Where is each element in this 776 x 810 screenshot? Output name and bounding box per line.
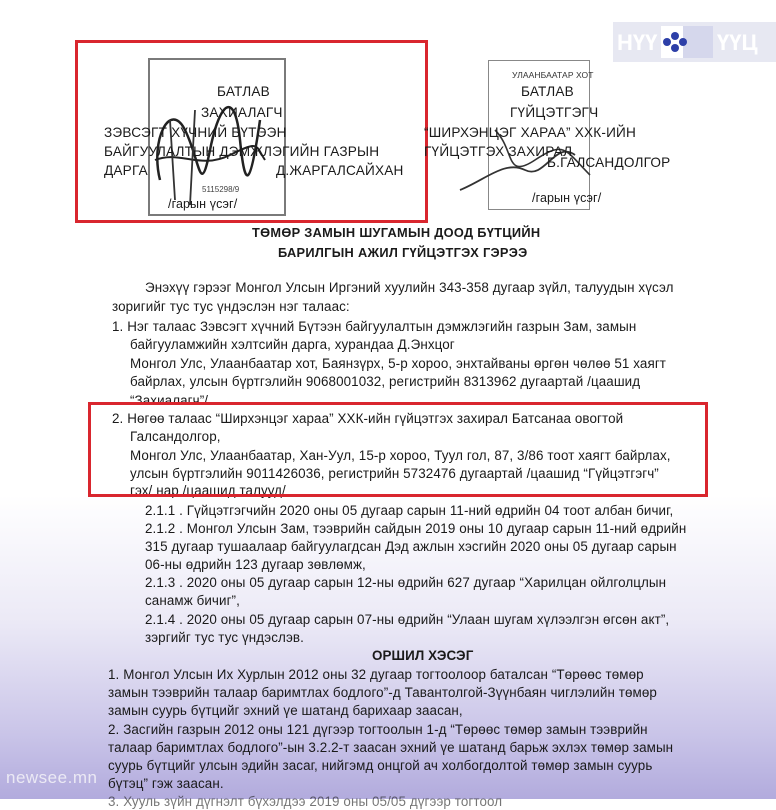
body-line: 315 дугаар тушаалаар байгуулагдсан Дэд ажлын хэсгийн 2020 оны 05 дугаар сарын: [145, 539, 677, 554]
left-line3-name: Д.ЖАРГАЛСАЙХАН: [276, 163, 404, 178]
left-line1: ЗЭВСЭГТ ХҮЧНИЙ БҮТЭЭН: [104, 125, 287, 140]
body-line: бүтэц” гэж заасан.: [108, 776, 224, 791]
logo-text-right: ҮҮЦ: [717, 30, 758, 55]
body-line: 1. Монгол Улсын Их Хурлын 2012 оны 32 дугаар тогтоолоор баталсан “Төрөөс төмөр: [108, 667, 644, 682]
left-approval-highlight: [75, 40, 428, 223]
svg-text:5115298/9: 5115298/9: [202, 185, 240, 194]
body-line: санамж бичиг”,: [145, 593, 240, 608]
right-line3-name: Б.ГАЛСАНДОЛГОР: [547, 155, 671, 170]
right-batlav: БАТЛАВ: [521, 84, 574, 99]
title-line2: БАРИЛГЫН АЖИЛ ГҮЙЦЭТГЭХ ГЭРЭЭ: [278, 245, 528, 260]
right-signature-place: /гарын үсэг/: [532, 191, 602, 205]
body-line: зоригийг тус тус үндэслэн нэг талаас:: [112, 299, 350, 314]
body-line: “Захиалагч”/: [130, 393, 209, 408]
publisher-logo: [613, 22, 776, 62]
body-line: Энэхүү гэрээг Монгол Улсын Иргэний хуулийн 343-358 дугаар зүйл, талуудын хүсэл: [145, 280, 674, 295]
right-line2: ГҮЙЦЭТГЭХ ЗАХИРАЛ: [424, 144, 573, 159]
left-batlav: БАТЛАВ: [217, 84, 270, 99]
body-line: Монгол Улс, Улаанбаатар хот, Баянзүрх, 5-р хороо, энхтайваны өргөн чөлөө 51 хаягт: [130, 356, 667, 371]
section-heading: ОРШИЛ ХЭСЭГ: [372, 648, 474, 663]
body-line: Монгол Улс, Улаанбаатар, Хан-Уул, 15-р хороо, Туул гол, 87, 3/86 тоот хаягт байрлах,: [130, 448, 671, 463]
body-line: 2. Нөгөө талаас “Ширхэнцэг хараа” ХХК-ийн гүйцэтгэх захирал Батсанаа овогтой: [112, 411, 624, 426]
body-line: 06-ны өдрийн 123 дугаар зөвлөмж,: [145, 557, 366, 572]
body-line: 2.1.4 . 2020 оны 05 дугаар сарын 07-ны өдрийн “Улаан шугам хүлээлгэн өгсөн акт”,: [145, 612, 670, 627]
body-line: 2. Засгийн газрын 2012 оны 121 дүгээр тогтоолын 1-д “Төрөөс төмөр замын тээврийн: [108, 722, 648, 737]
right-line1: “ШИРХЭНЦЭГ ХАРАА” ХХК-ИЙН: [424, 125, 637, 140]
body-line: суурь бүтцийг улсын эдийн засаг, нийгэмд онцгой ач холбогдолтой төмөр замын суурь: [108, 758, 653, 773]
left-signature-place: /гарын үсэг/: [168, 197, 238, 211]
body-line: гэх/ нар /цаашид талууд/: [130, 483, 286, 498]
body-line: 2.1.1 . Гүйцэтгэгчийн 2020 оны 05 дугаар сарын 11-ний өдрийн 04 тоот албан бичиг,: [145, 503, 674, 518]
site-watermark: newsee.mn: [6, 768, 98, 787]
body-line: 2.1.3 . 2020 оны 05 дугаар сарын 12-ны өдрийн 627 дугаар “Харилцан ойлголцлын: [145, 575, 667, 590]
logo-text-left: НҮҮ: [617, 30, 658, 55]
body-line: талаар баримтлах бодлого”-ын 3.2.2-т заасан эхний үе шатанд барьж эхлэх төмөр замын: [108, 740, 674, 755]
right-stamp-text: УЛААНБААТАР ХОТ: [512, 70, 594, 80]
title-line1: ТӨМӨР ЗАМЫН ШУГАМЫН ДООД БҮТЦИЙН: [252, 225, 541, 240]
body-line: 2.1.2 . Монгол Улсын Зам, тээврийн сайдын 2019 оны 10 дугаар сарын 11-ний өдрийн: [145, 521, 687, 536]
body-line: байгууламжийн хэлтсийн дарга, хурандаа Д.Энхцог: [130, 337, 455, 352]
body-line: байрлах, улсын бүртгэлийн 9068001032, регистрийн 8313962 дугаартай /цаашид: [130, 374, 641, 389]
left-line3-role: ДАРГА: [104, 163, 148, 178]
body-line: зэргийг тус тус үндэслэв.: [145, 630, 304, 645]
body-line: замын тээврийн талаар баримтлах бодлого”-д Тавантолгой-Зүүнбаян чиглэлийн төмөр: [108, 685, 657, 700]
body-line: улсын бүртгэлийн 9011426036, регистрийн 5732476 дугаартай /цаашид “Гүйцэтгэгч”: [130, 466, 659, 481]
party-two-highlight: [88, 402, 708, 497]
body-line: замын суурь бүтцийг эхний үе шатанд барихаар заасан,: [108, 703, 463, 718]
body-line: 1. Нэг талаас Зэвсэгт хүчний Бүтээн байгуулалтын дэмжлэгийн газрын Зам, замын: [112, 319, 637, 334]
body-line: Галсандолгор,: [130, 429, 221, 444]
left-line2: БАЙГУУЛАЛТЫН ДЭМЖЛЭГИЙН ГАЗРЫН: [104, 144, 380, 159]
left-zahialagch: ЗАХИАЛАГЧ: [201, 105, 283, 120]
body-line-cut: 3. Хууль зүйн дүгнэлт бүхэлдээ 2019 оны 05/05 дүгээр тогтоол: [108, 794, 503, 809]
right-guitsetgegch: ГҮЙЦЭТГЭГЧ: [510, 105, 599, 120]
